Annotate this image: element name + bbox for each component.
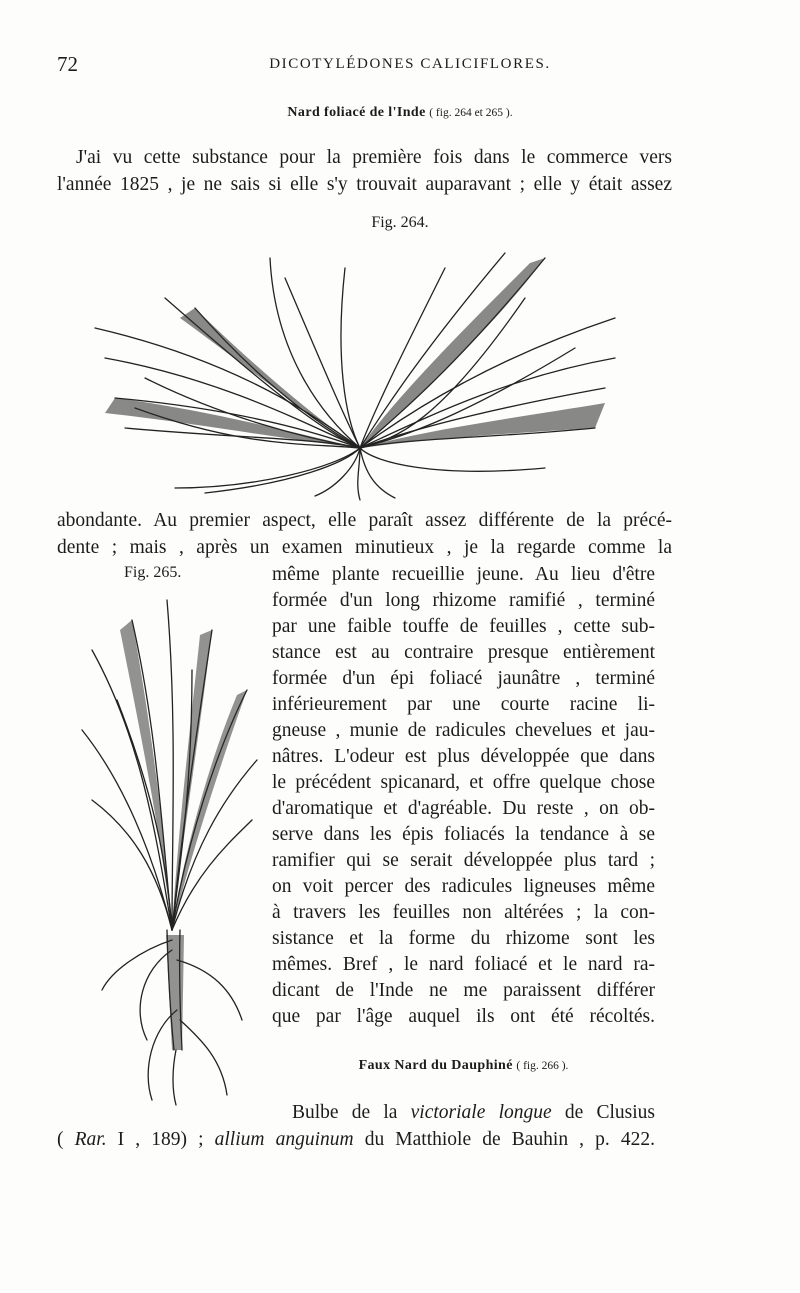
paragraph-line: l'année 1825 , je ne sais si elle s'y trouvait auparavant ; elle y était assez bbox=[57, 174, 672, 195]
section-figure-ref: ( fig. 266 ). bbox=[516, 1060, 569, 1072]
figure-265-illustration bbox=[72, 590, 262, 1110]
paragraph-line: on voit percer des radicules ligneuses même bbox=[272, 876, 655, 897]
paragraph-line: que par l'âge auquel ils ont été récoltés. bbox=[272, 1006, 655, 1027]
text-span: ( bbox=[57, 1129, 75, 1150]
paragraph-line: d'aromatique et d'agréable. Du reste , on ob- bbox=[272, 798, 655, 819]
paragraph-line bbox=[57, 1129, 655, 1151]
italic-text: victoriale longue bbox=[410, 1102, 552, 1123]
paragraph-line: dente ; mais , après un examen minutieux , je la regarde comme la bbox=[57, 537, 672, 558]
section-heading-faux-nard bbox=[272, 1058, 655, 1074]
paragraph-line: inférieurement par une courte racine li- bbox=[272, 694, 655, 715]
italic-text: Rar. bbox=[74, 1129, 107, 1150]
text-span: I , 189) ; bbox=[106, 1129, 215, 1150]
paragraph-line bbox=[292, 1102, 655, 1124]
figure-264-label: Fig. 264. bbox=[371, 214, 429, 231]
paragraph-line: à travers les feuilles non altérées ; la con- bbox=[272, 902, 655, 923]
figure-264-illustration bbox=[75, 238, 635, 503]
running-head: DICOTYLÉDONES CALICIFLORES. bbox=[269, 56, 551, 72]
section-title: Faux Nard du Dauphiné bbox=[358, 1058, 513, 1073]
paragraph-line: J'ai vu cette substance pour la première fois dans le commerce vers bbox=[76, 147, 672, 168]
section-title: Nard foliacé de l'Inde bbox=[287, 105, 426, 120]
text-span: du Matthiole de Bauhin , p. 422. bbox=[353, 1129, 656, 1150]
paragraph-line: formée d'un long rhizome ramifié , terminé bbox=[272, 590, 655, 611]
italic-text: allium anguinum bbox=[214, 1129, 354, 1150]
paragraph-line: sistance et la forme du rhizome sont les bbox=[272, 928, 655, 949]
paragraph-line: stance est au contraire presque entièrement bbox=[272, 642, 655, 663]
paragraph-line: même plante recueillie jeune. Au lieu d'être bbox=[272, 564, 655, 585]
paragraph-line: mêmes. Bref , le nard foliacé et le nard ra- bbox=[272, 954, 655, 975]
page-number: 72 bbox=[57, 52, 78, 76]
section-figure-ref: ( fig. 264 et 265 ). bbox=[429, 107, 513, 119]
section-heading-nard-foliace bbox=[0, 105, 800, 121]
paragraph-line: ramifier qui se serait développée plus tard ; bbox=[272, 850, 655, 871]
paragraph-line: dicant de l'Inde ne me paraissent différer bbox=[272, 980, 655, 1001]
paragraph-line: abondante. Au premier aspect, elle paraît assez différente de la précé- bbox=[57, 510, 672, 531]
paragraph-line: formée d'un épi foliacé jaunâtre , terminé bbox=[272, 668, 655, 689]
figure-265-label: Fig. 265. bbox=[124, 564, 182, 581]
paragraph-line: gneuse , munie de radicules chevelues et jau- bbox=[272, 720, 655, 741]
text-span: de Clusius bbox=[551, 1102, 655, 1123]
text-span: Bulbe de la bbox=[292, 1102, 411, 1123]
paragraph-line: nâtres. L'odeur est plus développée que dans bbox=[272, 746, 655, 767]
paragraph-line: serve dans les épis foliacés la tendance à se bbox=[272, 824, 655, 845]
paragraph-line: par une faible touffe de feuilles , cette sub- bbox=[272, 616, 655, 637]
paragraph-line: le précédent spicanard, et offre quelque chose bbox=[272, 772, 655, 793]
